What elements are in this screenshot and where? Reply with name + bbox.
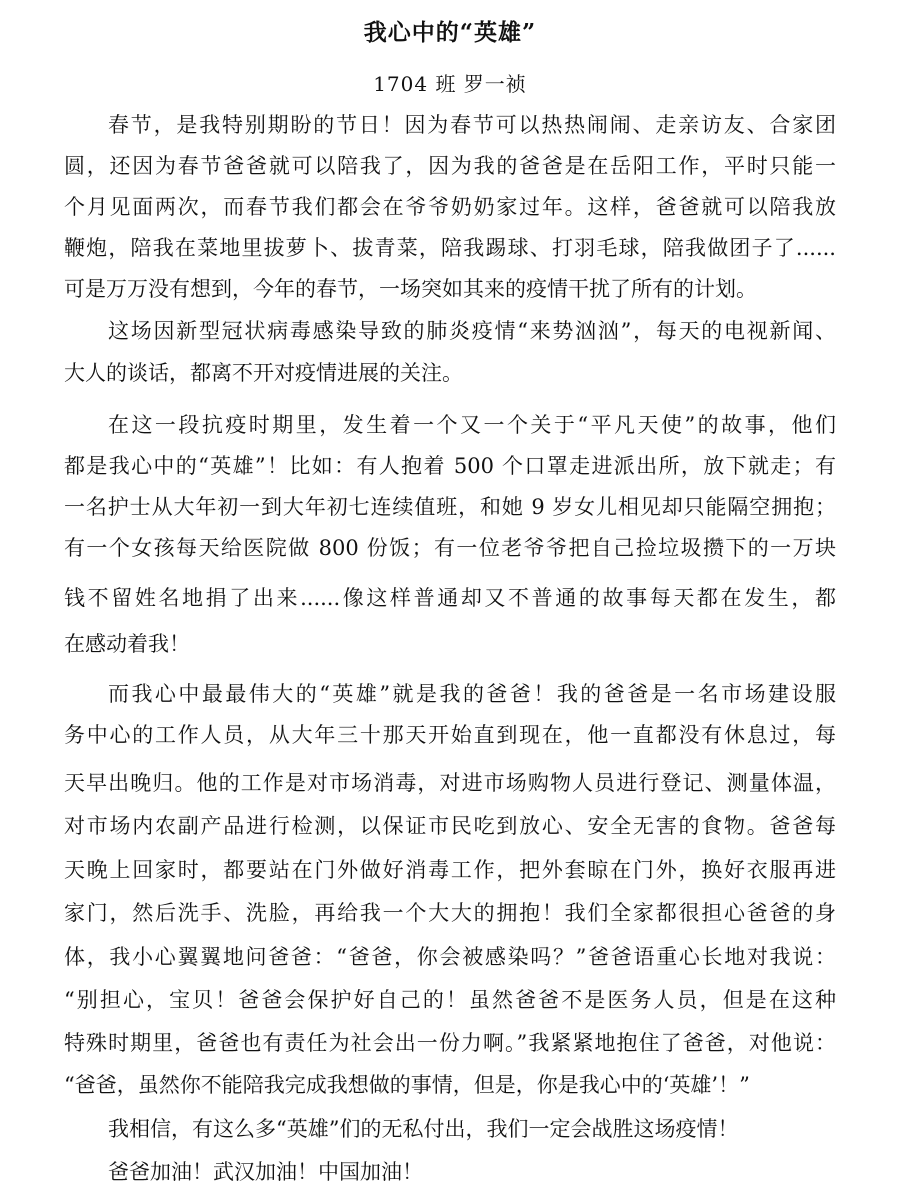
body-line: 圆，还因为春节爸爸就可以陪我了，因为我的爸爸是在岳阳工作，平时只能一 — [64, 154, 836, 178]
body-line: 这场因新型冠状病毒感染导致的肺炎疫情“来势汹汹”，每天的电视新闻、 — [108, 319, 836, 343]
body-line: 大人的谈话，都离不开对疫情进展的关注。 — [64, 361, 463, 385]
essay-title: 我心中的“英雄” — [363, 19, 537, 46]
body-line: 爸爸加油！武汉加油！中国加油！ — [108, 1160, 423, 1184]
body-line: 春节，是我特别期盼的节日！因为春节可以热热闹闹、走亲访友、合家团 — [108, 113, 836, 137]
body-line: 天早出晚归。他的工作是对市场消毒，对进市场购物人员进行登记、测量体温， — [64, 771, 836, 795]
body-line: 可是万万没有想到，今年的春节，一场突如其来的疫情干扰了所有的计划。 — [64, 277, 757, 301]
author-byline: 1704 班 罗一祯 — [373, 72, 527, 96]
body-line: 在感动着我！ — [64, 632, 190, 656]
body-line: 一名护士从大年初一到大年初七连续值班，和她 9 岁女儿相见却只能隔空拥抱； — [64, 495, 836, 519]
body-line: 有一个女孩每天给医院做 800 份饭；有一位老爷爷把自己捡垃圾攒下的一万块 — [64, 536, 836, 560]
body-line: “爸爸，虽然你不能陪我完成我想做的事情，但是，你是我心中的‘英雄’！” — [64, 1073, 750, 1097]
body-line: 务中心的工作人员，从大年三十那天开始直到现在，他一直都没有休息过，每 — [64, 723, 836, 747]
body-line: 在这一段抗疫时期里，发生着一个又一个关于“平凡天使”的故事，他们 — [108, 413, 836, 437]
body-line: 个月见面两次，而春节我们都会在爷爷奶奶家过年。这样，爸爸就可以陪我放 — [64, 195, 836, 219]
body-line: 鞭炮，陪我在菜地里拔萝卜、拔青菜，陪我踢球、打羽毛球，陪我做团子了...... — [64, 236, 836, 260]
body-line: 体，我小心翼翼地问爸爸：“爸爸，你会被感染吗？”爸爸语重心长地对我说： — [64, 945, 836, 969]
body-line: 对市场内农副产品进行检测，以保证市民吃到放心、安全无害的食物。爸爸每 — [64, 814, 836, 838]
body-line: 家门，然后洗手、洗脸，再给我一个大大的拥抱！我们全家都很担心爸爸的身 — [64, 901, 836, 925]
body-line: 钱不留姓名地捐了出来......像这样普通却又不普通的故事每天都在发生，都 — [64, 586, 836, 610]
body-line: 特殊时期里，爸爸也有责任为社会出一份力啊。”我紧紧地抱住了爸爸，对他说： — [64, 1031, 836, 1055]
body-line: 都是我心中的“英雄”！比如：有人抱着 500 个口罩走进派出所，放下就走；有 — [64, 454, 836, 478]
body-line: 天晚上回家时，都要站在门外做好消毒工作，把外套晾在门外，换好衣服再进 — [64, 858, 836, 882]
body-line: “别担心，宝贝！爸爸会保护好自己的！虽然爸爸不是医务人员，但是在这种 — [64, 988, 836, 1012]
body-line: 而我心中最最伟大的“英雄”就是我的爸爸！我的爸爸是一名市场建设服 — [108, 682, 836, 706]
body-line: 我相信，有这么多“英雄”们的无私付出，我们一定会战胜这场疫情！ — [108, 1117, 739, 1141]
